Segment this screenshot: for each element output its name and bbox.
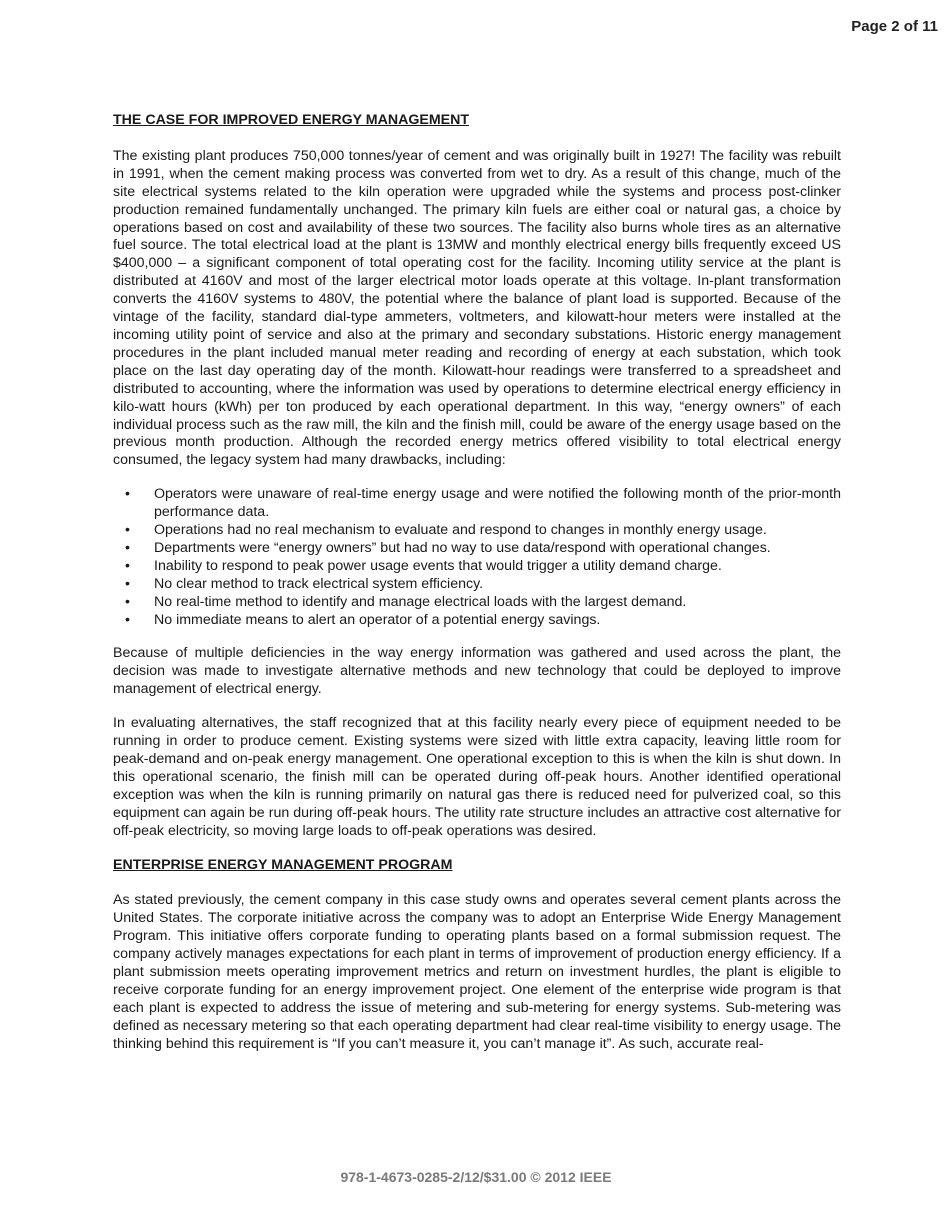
paragraph-deficiencies: Because of multiple deficiencies in the way energy information was gathered and used across the plant, the decision was made to investigate alternative methods and new technology that could be deployed to improve management of electrical energy. [113,645,841,698]
bullet-icon: • [125,611,130,628]
paragraph-intro: The existing plant produces 750,000 tonnes/year of cement and was originally built in 1927! The facility was rebuilt in 1991, when the cement making process was converted from wet to dry. As a result of this change, much of the site electrical systems related to the kiln operation were upgraded while the systems and process post-clinker production remained fundamentally unchanged. The primary kiln fuels are either coal or natural gas, a choice by operations based on cost and availability of these two sources. The facility also burns whole tires as an alternative fuel source. The total electrical load at the plant is 13MW and monthly electrical energy bills frequently exceed US $400,000 – a significant component of total operating cost for the facility. Incoming utility service at the plant is distributed at 4160V and most of the larger electrical motor loads operate at this voltage. In-plant transformation converts the 4160V systems to 480V, the potential where the balance of plant load is supported. Because of the vintage of the facility, standard dial-type ammeters, voltmeters, and kilowatt-hour meters were installed at the incoming utility point of service and also at the primary and secondary substations. Historic energy management procedures in the plant included manual meter reading and recording of energy at each substation, which took place on the last day operating day of the month. Kilowatt-hour readings were transferred to a spreadsheet and distributed to accounting, where the information was used by operations to determine electrical energy efficiency in kilo-watt hours (kWh) per ton produced by each operational department. In this way, “energy owners” of each individual process such as the raw mill, the kiln and the finish mill, could be aware of the energy usage based on the previous month production. Although the recorded energy metrics offered visibility to total electrical energy consumed, the legacy system had many drawbacks, including: [113,147,841,469]
drawbacks-list [113,486,841,629]
list-item [113,540,841,558]
list-item [113,486,841,522]
list-item [113,594,841,612]
bullet-icon: • [125,557,130,574]
paragraph-alternatives: In evaluating alternatives, the staff recognized that at this facility nearly every piece of equipment needed to be running in order to produce cement. Existing systems were sized with little extra capacity, leaving little room for peak-demand and on-peak energy management. One operational exception to this is when the kiln is shut down. In this operational scenario, the finish mill can be operated during off-peak hours. Another identified operational exception was when the kiln is running primarily on natural gas there is reduced need for pulverized coal, so this equipment can again be run during off-peak hours. The utility rate structure includes an attractive cost alternative for off-peak electricity, so moving large loads to off-peak operations was desired. [113,715,841,839]
section-heading-case: THE CASE FOR IMPROVED ENERGY MANAGEMENT [113,112,470,128]
list-item-text: Operations had no real mechanism to evaluate and respond to changes in monthly energy usage. [154,522,767,539]
bullet-icon: • [125,522,130,539]
bullet-icon: • [125,539,130,556]
list-item [113,522,841,540]
copyright-footer: 978-1-4673-0285-2/12/$31.00 © 2012 IEEE [340,1169,612,1185]
section-heading-enterprise: ENTERPRISE ENERGY MANAGEMENT PROGRAM [113,856,453,873]
list-item-text: No clear method to track electrical system efficiency. [154,575,484,592]
paragraph-enterprise: As stated previously, the cement company in this case study owns and operates several cement plants across the United States. The corporate initiative across the company was to adopt an Enterprise Wide Energy Management Program. This initiative offers corporate funding to operating plants based on a formal submission request. The company actively manages expectations for each plant in terms of improvement of production energy efficiency. If a plant submission meets operating improvement metrics and return on investment hurdles, the plant is eligible to receive corporate funding for an energy improvement project. One element of the enterprise wide program is that each plant is expected to address the issue of metering and sub-metering for energy systems. Sub-metering was defined as necessary metering so that each operating department had clear real-time visibility to energy usage. The thinking behind this requirement is “If you can’t measure it, you can’t manage it”. As such, accurate real- [113,892,841,1052]
list-item-text: Departments were “energy owners” but had no way to use data/respond with operational changes. [154,539,771,556]
page-number: Page 2 of 11 [851,18,938,35]
bullet-icon: • [125,575,130,592]
list-item-text: Operators were unaware of real-time energy usage and were notified the following month of the prior-month performance data. [154,486,841,521]
list-item-text: No immediate means to alert an operator of a potential energy savings. [154,611,601,628]
list-item [113,612,841,630]
list-item-text: Inability to respond to peak power usage events that would trigger a utility demand charge. [154,557,722,574]
document-body [113,112,841,1070]
list-item [113,558,841,576]
list-item-text: No real-time method to identify and manage electrical loads with the largest demand. [154,593,687,610]
bullet-icon: • [125,593,130,610]
list-item [113,576,841,594]
bullet-icon: • [125,486,130,503]
